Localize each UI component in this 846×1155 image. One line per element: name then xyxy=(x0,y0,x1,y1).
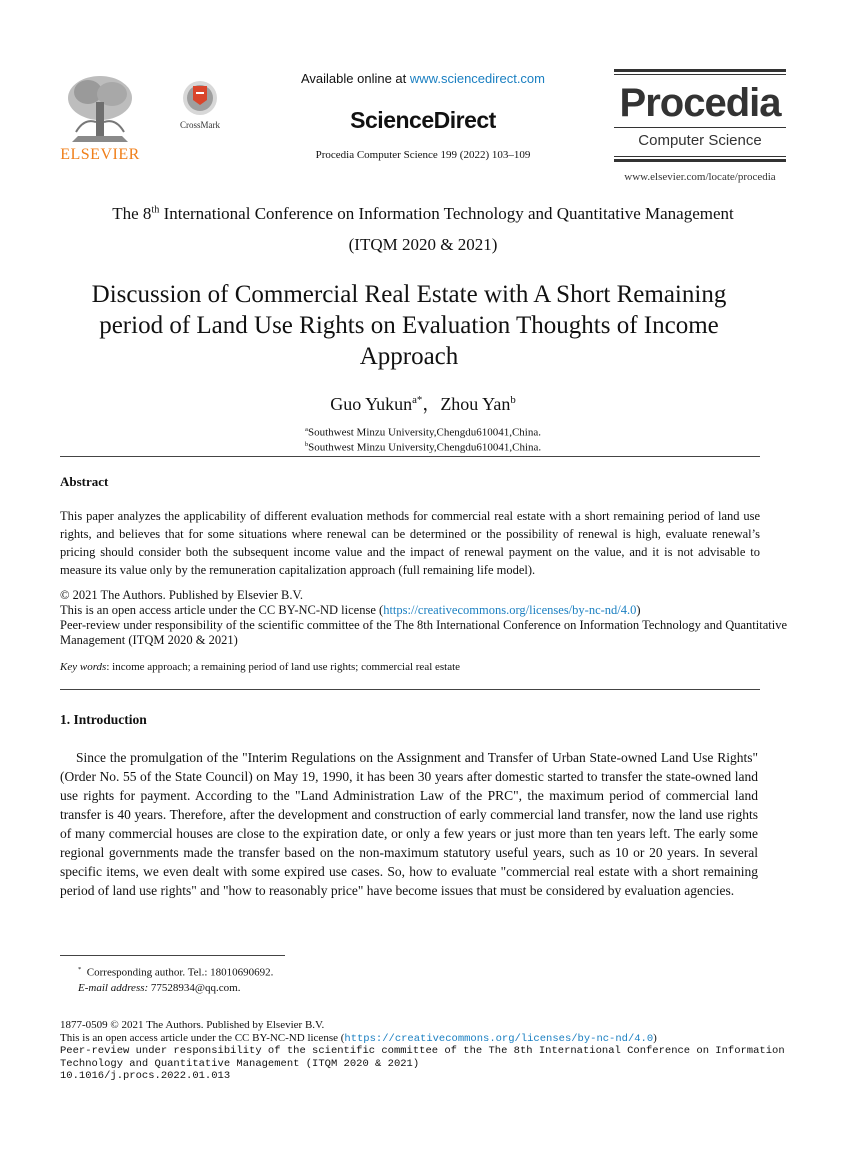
sciencedirect-brand: ScienceDirect xyxy=(350,107,496,133)
email-label: E-mail address: xyxy=(78,981,149,994)
procedia-rule-low xyxy=(614,156,786,157)
paper-title xyxy=(50,279,768,372)
procedia-rule-top xyxy=(614,69,786,72)
conference-abbrev: (ITQM 2020 & 2021) xyxy=(348,235,498,254)
author-separator: ， xyxy=(422,394,441,414)
footer-open-access-suffix: ) xyxy=(653,1031,657,1044)
author-mark: b xyxy=(510,394,516,406)
conference-ordinal: th xyxy=(151,204,160,216)
keywords xyxy=(60,661,760,673)
conference-name xyxy=(0,204,846,224)
affiliation-text: Southwest Minzu University,Chengdu610041,China. xyxy=(308,441,542,454)
title-line: Discussion of Commercial Real Estate with A Short Remaining xyxy=(91,281,727,308)
doi-line[interactable]: 10.1016/j.procs.2022.01.013 xyxy=(60,1070,231,1082)
elsevier-wordmark: ELSEVIER xyxy=(60,146,140,163)
conference-suffix: International Conference on Information Technology and Quantitative Management xyxy=(159,204,734,223)
procedia-rule-mid xyxy=(614,127,786,128)
license-block xyxy=(60,588,790,648)
journal-reference: Procedia Computer Science 199 (2022) 103–109 xyxy=(315,149,531,161)
footer-open-access xyxy=(60,1032,790,1046)
affiliation-text: Southwest Minzu University,Chengdu610041,China. xyxy=(307,426,541,439)
corresponding-author xyxy=(78,962,678,981)
keywords-label: Key words xyxy=(60,661,107,673)
affiliation xyxy=(0,441,846,454)
crossmark-label: CrossMark xyxy=(180,120,220,130)
procedia-title: Procedia xyxy=(619,81,781,125)
footer-open-access-prefix: This is an open access article under the CC BY-NC-ND license ( xyxy=(60,1031,345,1044)
page-footer xyxy=(60,1019,790,1083)
divider xyxy=(60,456,760,457)
title-line: period of Land Use Rights on Evaluation Thoughts of Income xyxy=(99,312,719,339)
abstract-heading: Abstract xyxy=(60,474,109,489)
affiliation-mark: a xyxy=(305,426,308,433)
footnote xyxy=(78,962,678,996)
open-access-line xyxy=(60,603,790,618)
open-access-suffix: ) xyxy=(636,603,641,617)
email-line xyxy=(78,981,678,996)
author-name: Zhou Yan xyxy=(440,394,511,414)
abstract-text: This paper analyzes the applicability of different evaluation methods for commercial real estate with a short remaining period of land use rights, and believes that for some situations where renewal can be determined or the possibility of renewal is high, evaluate renewal’s pricing should consider both the subsequent income value and the impact of renewal payment on the value, and it is not advisable to measure its value only by the remuneration capitalization approach (full remaining life model). xyxy=(60,509,760,577)
footer-license-link[interactable]: https://creativecommons.org/licenses/by-nc-nd/4.0 xyxy=(344,1032,654,1045)
license-link[interactable]: https://creativecommons.org/licenses/by-nc-nd/4.0 xyxy=(383,603,637,617)
available-prefix: Available online at xyxy=(300,71,410,86)
affiliation xyxy=(0,426,846,439)
keywords-text: : income approach; a remaining period of land use rights; commercial real estate xyxy=(106,661,461,673)
footnote-mark: * xyxy=(78,966,82,973)
author-list xyxy=(0,390,846,416)
title-line: Approach xyxy=(359,343,459,370)
procedia-rule-top-thin xyxy=(614,74,786,75)
affiliation-mark: b xyxy=(304,441,309,448)
corresponding-text: Corresponding author. Tel.: 18010690692. xyxy=(86,966,274,979)
email-address[interactable]: 77528934@qq.com. xyxy=(148,981,241,994)
conference-prefix: The 8 xyxy=(112,204,152,223)
section-heading: 1. Introduction xyxy=(60,712,147,727)
procedia-logo xyxy=(614,69,786,169)
author-name: Guo Yukun xyxy=(330,394,413,414)
open-access-prefix: This is an open access article under the CC BY-NC-ND license ( xyxy=(60,603,384,617)
issn-line: 1877-0509 © 2021 The Authors. Published by Elsevier B.V. xyxy=(60,1019,325,1031)
copyright-line: © 2021 The Authors. Published by Elsevier B.V. xyxy=(60,588,304,602)
section-body: Since the promulgation of the "Interim Regulations on the Assignment and Transfer of Urban State-owned Land Use Rights" (Order No. 55 of the State Council) on May 19, 1990, it has been 30 years after domestic started to transfer the state-owned land use rights for payment. According to the "Land Administration Law of the PRC", the maximum period of commercial land transfer is 40 years. Therefore, after the development and construction of early commercial land transfer, now the land use rights of many commercial houses are close to the expiration date, or only a few years or just more than ten years left. The early some regional governments made the transfer based on the non-maximum statutory useful years, such as 10 or 20 years. In several specific items, we even dealt with some expired use cases. So, how to evaluate "commercial real estate with a short remaining period of land use rights" and "how to reasonably price" have become issues that must be considered by evaluation agencies. xyxy=(60,750,758,898)
footnote-rule xyxy=(60,955,285,956)
footer-peer-review: Peer-review under responsibility of the scientific committee of the The 8th International Conference on Information Technology and Quantitative Management (ITQM 2020 & 2021) xyxy=(60,1045,785,1070)
divider xyxy=(60,689,760,690)
author-mark: a* xyxy=(412,394,423,406)
procedia-subtitle: Computer Science xyxy=(638,132,762,149)
procedia-url[interactable]: www.elsevier.com/locate/procedia xyxy=(624,171,776,183)
procedia-rule-bottom xyxy=(614,159,786,162)
peer-review-line: Peer-review under responsibility of the scientific committee of the The 8th International Conference on Information Technology and Quantitative Management (ITQM 2020 & 2021) xyxy=(60,618,788,647)
sciencedirect-link[interactable]: www.sciencedirect.com xyxy=(409,71,545,86)
